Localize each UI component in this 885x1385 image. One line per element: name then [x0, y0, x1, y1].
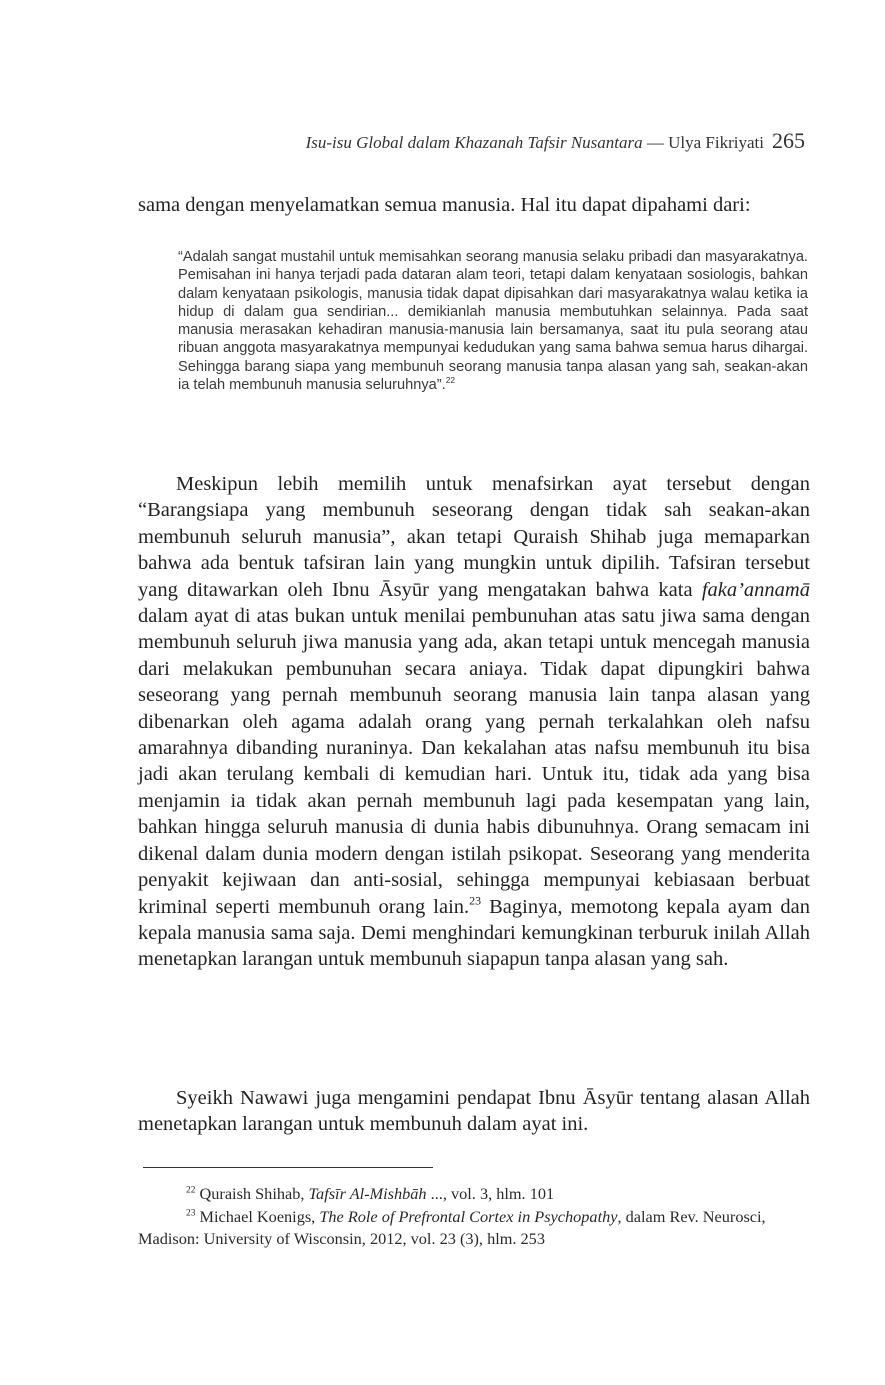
page-number: 265: [772, 128, 805, 153]
footnote-ref-23[interactable]: 23: [469, 893, 482, 908]
footnote-text: Quraish Shihab,: [195, 1184, 309, 1203]
footnote-ref-22[interactable]: 22: [445, 375, 456, 386]
running-title: Isu-isu Global dalam Khazanah Tafsir Nusantara: [305, 133, 643, 152]
footnote-number: 23: [186, 1207, 196, 1218]
closing-paragraph: Syeikh Nawawi juga mengamini pendapat Ibnu Āsyūr tentang alasan Allah menetapkan larangan untuk membunuh dalam ayat ini.: [138, 1087, 810, 1136]
footnotes: [138, 1183, 810, 1251]
footnote-text: ..., vol. 3, hlm. 101: [426, 1184, 555, 1203]
main-paragraph-part3: Baginya, memotong kepala ayam dan kepala manusia sama saja. Demi menghindari kemungkinan terburuk inilah Allah menetapkan larangan untuk membunuh siapapun tanpa alasan yang sah.: [138, 895, 810, 971]
footnote-text: Michael Koenigs,: [195, 1206, 320, 1226]
quote-text: “Adalah sangat mustahil untuk memisahkan seorang manusia selaku pribadi dan masyarakatnya. Pemisahan ini hanya terjadi pada dataran alam teori, tetapi dalam kenyataan sosiologis, bahkan dalam kenyataan psikologis, manusia tidak dapat dipisahkan dari masyarakatnya walau ketika ia hidup di dalam gua sendirian... demikianlah manusia membutuhkan selainnya. Pada saat manusia merasakan kehadiran manusia-manusia lain bersamanya, saat itu pula seorang atau ribuan anggota masyarakatnya mempunyai kedudukan yang sama bahwa semua harus dihargai. Sehingga barang siapa yang membunuh seorang manusia tanpa alasan yang sah, seakan-akan ia telah membunuh manusia seluruhnya”.: [178, 249, 808, 394]
running-header: [200, 128, 805, 154]
block-quote: [178, 248, 808, 394]
footnote-22: [138, 1183, 810, 1206]
italic-term: faka’annamā: [701, 578, 810, 601]
footnote-title: Tafsīr Al-Mishbāh: [308, 1184, 427, 1203]
footnote-text: , dalam Rev. Neurosci, Madison: University of Wisconsin, 2012, vol. 23 (3), hlm. 253: [138, 1206, 766, 1248]
main-paragraph: [138, 471, 810, 973]
main-paragraph-part1: Meskipun lebih memilih untuk menafsirkan ayat tersebut dengan “Barangsiapa yang membunuh seseorang dengan tidak sah seakan-akan membunuh seluruh manusia”, akan tetapi Quraish Shihab juga memaparkan bahwa ada bentuk tafsiran lain yang mungkin untuk dipilih. Tafsiran tersebut yang ditawarkan oleh Ibnu Āsyūr yang mengatakan bahwa kata: [138, 473, 810, 601]
running-author: — Ulya Fikriyati: [642, 133, 764, 152]
footnote-title: The Role of Prefrontal Cortex in Psychopathy: [319, 1206, 618, 1226]
footnote-separator: [143, 1167, 433, 1168]
intro-paragraph: sama dengan menyelamatkan semua manusia. Hal itu dapat dipahami dari:: [138, 194, 751, 216]
main-paragraph-part2: dalam ayat di atas bukan untuk menilai pembunuhan atas satu jiwa sama dengan membunuh seluruh jiwa manusia yang ada, akan tetapi untuk mencegah manusia dari melakukan pembunuhan secara aniaya. Tidak dapat dipungkiri bahwa seseorang yang pernah membunuh seorang manusia lain tanpa alasan yang dibenarkan oleh agama adalah orang yang pernah terkalahkan oleh nafsu amarahnya dibanding nuraninya. Dan kekalahan atas nafsu membunuh itu bisa jadi akan terulang kembali di kemudian hari. Untuk itu, tidak ada yang bisa menjamin ia tidak akan pernah membunuh lagi pada kesempatan yang lain, bahkan hingga seluruh manusia di dunia habis dibunuhnya. Orang semacam ini dikenal dalam dunia modern dengan istilah psikopat. Seseorang yang menderita penyakit kejiwaan dan anti-sosial, sehingga mempunyai kebiasaan berbuat kriminal seperti membunuh orang lain.: [138, 605, 810, 918]
footnote-23: [138, 1206, 810, 1251]
footnote-number: 22: [186, 1185, 196, 1196]
